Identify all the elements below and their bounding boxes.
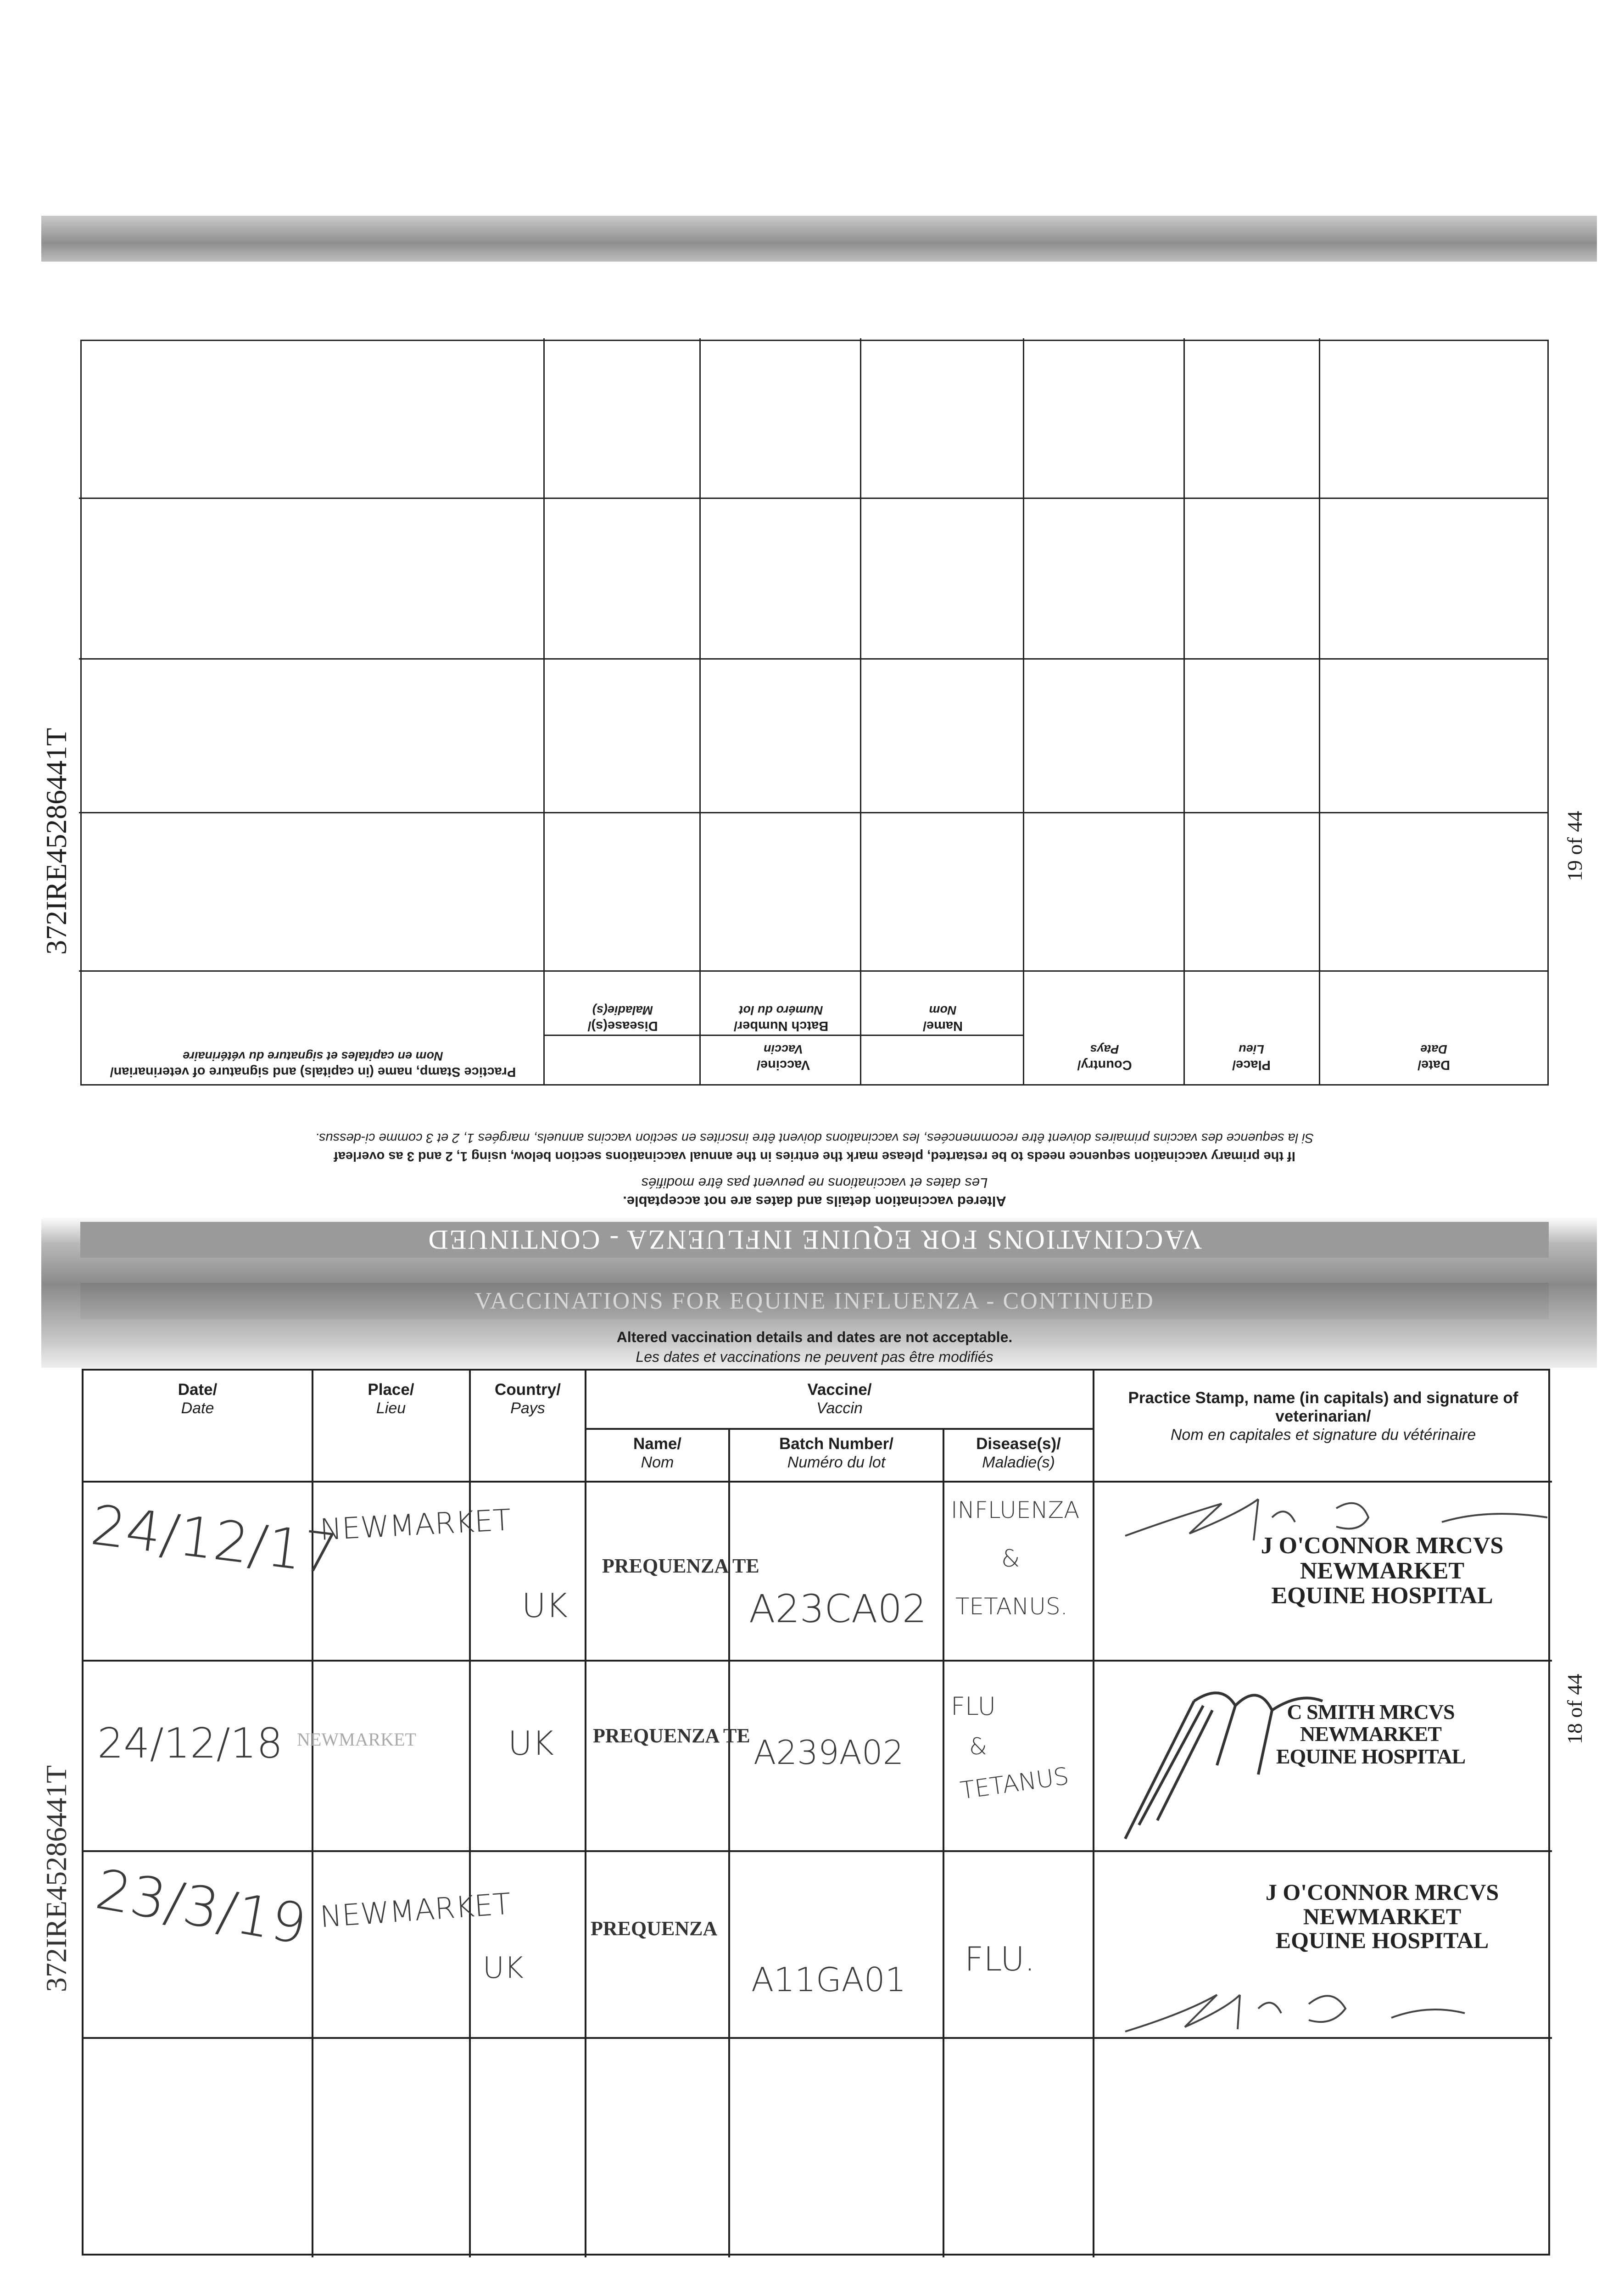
upper-vaccination-table xyxy=(80,340,1549,1086)
upper-col-stamp: Practice Stamp, name (in capitals) and signature of veterinarian/ Nom en capitales et signature du vétérinaire xyxy=(110,1049,516,1079)
row1-disease-1: INFLUENZA xyxy=(951,1497,1080,1523)
row3-country: UK xyxy=(483,1951,524,1985)
row2-batch: A239A02 xyxy=(753,1733,904,1772)
upper-col-name: Name/ Nom xyxy=(922,1003,963,1033)
col-header-date: Date/ Date xyxy=(178,1381,218,1417)
row2-disease-2: & xyxy=(969,1733,987,1760)
row1-stamp: J O'CONNOR MRCVS NEWMARKET EQUINE HOSPITAL xyxy=(1261,1533,1504,1609)
lower-page-header: VACCINATIONS FOR EQUINE INFLUENZA - CONTINUED xyxy=(80,1283,1549,1320)
col-header-batch: Batch Number/ Numéro du lot xyxy=(779,1435,893,1471)
upper-note-primary-fr: Si la sequence des vaccins primaires doivent être recommencées, les vaccinations doivent être inscrites en section vaccins annuels, margées 1, 2 et 3 comme ci-dessus. xyxy=(315,1131,1314,1145)
vaccination-table xyxy=(82,1369,1550,2256)
row1-country: UK xyxy=(522,1586,568,1625)
col-header-vaccine: Vaccine/ Vaccin xyxy=(807,1381,872,1417)
row3-disease-1: FLU. xyxy=(965,1940,1035,1978)
row1-date: 24/12/17 xyxy=(87,1493,341,1587)
page-number-top: 19 of 44 xyxy=(1563,811,1586,881)
passport-serial-bottom: 372IRE45286441T xyxy=(40,1765,73,1992)
altered-details-note: Altered vaccination details and dates are not acceptable. xyxy=(616,1329,1013,1345)
row1-vaccine-name: PREQUENZA TE xyxy=(602,1555,759,1577)
row3-vet-signature xyxy=(1116,1976,1483,2041)
upper-col-country: Country/ Pays xyxy=(1077,1042,1132,1072)
altered-details-note-fr: Les dates et vaccinations ne peuvent pas être modifiés xyxy=(636,1349,993,1365)
upper-col-vaccine: Vaccine/ Vaccin xyxy=(756,1042,810,1072)
upper-col-date: Date/ Date xyxy=(1418,1042,1450,1072)
row3-date: 23/3/19 xyxy=(91,1857,312,1958)
row2-place: NEWMARKET xyxy=(297,1729,416,1750)
passport-serial-top: 372IRE45286441T xyxy=(40,728,73,955)
col-header-stamp: Practice Stamp, name (in capitals) and signature of veterinarian/ Nom en capitales et signature du vétérinaire xyxy=(1128,1389,1518,1444)
row3-batch: A11GA01 xyxy=(751,1960,906,1999)
row3-place: NEWMARKET xyxy=(318,1887,512,1935)
col-header-country: Country/ Pays xyxy=(495,1381,561,1417)
row2-vaccine-name: PREQUENZA TE xyxy=(593,1724,750,1747)
upper-page-header: VACCINATIONS FOR EQUINE INFLUENZA - CONTINUED xyxy=(80,1222,1549,1258)
row3-vaccine-name: PREQUENZA xyxy=(591,1917,718,1940)
row1-place: NEWMARKET xyxy=(319,1503,512,1547)
row2-stamp: C SMITH MRCVS NEWMARKET EQUINE HOSPITAL xyxy=(1276,1700,1466,1768)
row2-date: 24/12/18 xyxy=(97,1719,283,1768)
upper-col-batch: Batch Number/ Numéro du lot xyxy=(733,1003,829,1033)
page-number-bottom: 18 of 44 xyxy=(1563,1674,1586,1744)
col-header-place: Place/ Lieu xyxy=(368,1381,414,1417)
col-header-name: Name/ Nom xyxy=(633,1435,682,1471)
upper-note-primary: If the primary vaccination sequence needs to be restarted, please mark the entries in the annual vaccinations section below, using 1, 2 and 3 as overleaf xyxy=(334,1149,1295,1164)
row1-disease-3: TETANUS. xyxy=(955,1593,1068,1620)
row1-disease-2: & xyxy=(1001,1545,1020,1573)
row3-stamp: J O'CONNOR MRCVS NEWMARKET EQUINE HOSPITAL xyxy=(1265,1879,1499,1953)
row2-country: UK xyxy=(508,1724,554,1763)
row2-disease-3: TETANUS xyxy=(958,1762,1071,1805)
upper-note-altered-fr: Les dates et vaccinations ne peuvent pas être modifiés xyxy=(641,1175,988,1191)
col-header-disease: Disease(s)/ Maladie(s) xyxy=(976,1435,1061,1471)
upper-note-altered: Altered vaccination details and dates are not acceptable. xyxy=(623,1193,1006,1209)
scan-shadow-top xyxy=(41,216,1597,262)
row1-batch: A23CA02 xyxy=(749,1586,927,1631)
upper-col-disease: Disease(s)/ Maladie(s) xyxy=(587,1003,658,1033)
row2-disease-1: FLU xyxy=(951,1692,996,1721)
upper-col-place: Place/ Lieu xyxy=(1232,1042,1271,1072)
upper-page-inverted xyxy=(80,317,1549,1258)
